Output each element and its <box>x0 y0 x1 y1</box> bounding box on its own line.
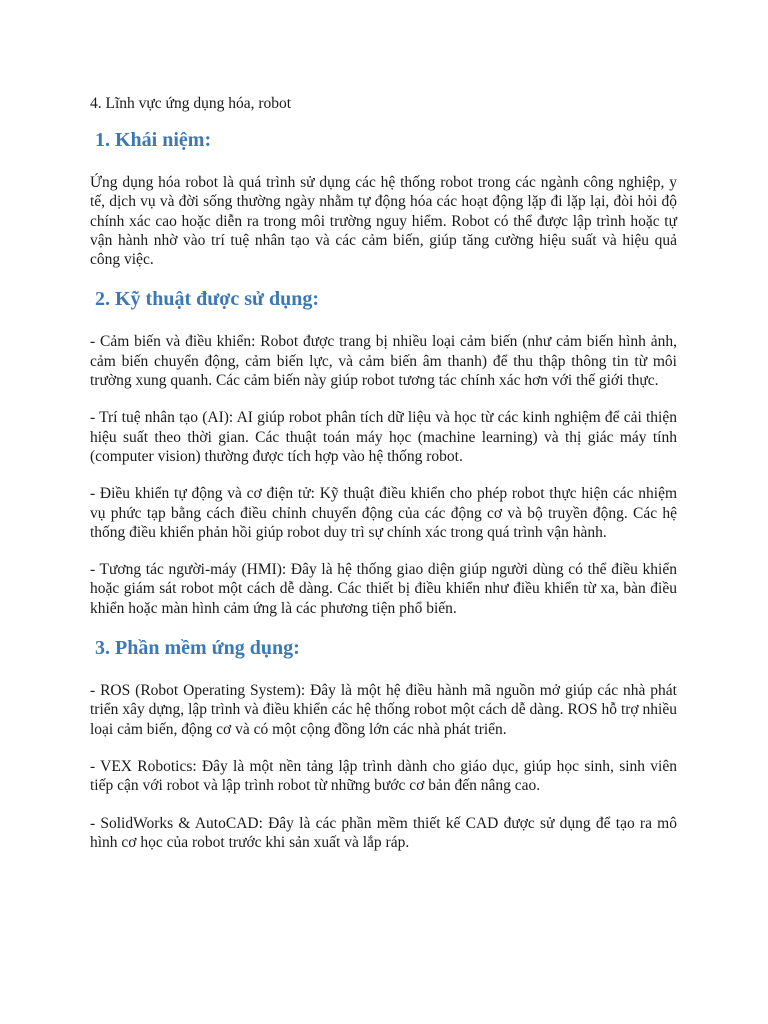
section-heading-techniques: 2. Kỹ thuật được sử dụng: <box>95 288 320 311</box>
section-heading-software: 3. Phần mềm ứng dụng: <box>95 637 300 660</box>
technique-paragraph-hmi: - Tương tác người-máy (HMI): Đây là hệ thống giao diện giúp người dùng có thể điều khiển hoặc giám sát robot một cách dễ dàng. Các thiết bị điều khiển như điều khiển từ xa, bàn điều khiển hoặc màn hình cảm ứng là các phương tiện phổ biến. <box>90 561 677 617</box>
document-intro-line: 4. Lĩnh vực ứng dụng hóa, robot <box>90 95 292 112</box>
technique-paragraph-control: - Điều khiển tự động và cơ điện tử: Kỹ thuật điều khiển cho phép robot thực hiện các nhiệm vụ phức tạp bằng cách điều chỉnh chuyển động của các động cơ và bộ truyền động. Các hệ thống điều khiển phản hồi giúp robot duy trì sự chính xác trong quá trình vận hành. <box>90 485 677 541</box>
technique-paragraph-ai: - Trí tuệ nhân tạo (AI): AI giúp robot phân tích dữ liệu và học từ các kinh nghiệm để cải thiện hiệu suất theo thời gian. Các thuật toán máy học (machine learning) và thị giác máy tính (computer vision) thường được tích hợp vào hệ thống robot. <box>90 409 677 465</box>
software-paragraph-cad: - SolidWorks & AutoCAD: Đây là các phần mềm thiết kế CAD được sử dụng để tạo ra mô hình cơ học của robot trước khi sản xuất và lắp ráp. <box>90 814 677 851</box>
section-heading-concept: 1. Khái niệm: <box>95 129 212 151</box>
software-paragraph-vex: - VEX Robotics: Đây là một nền tảng lập trình dành cho giáo dục, giúp học sinh, sinh viên tiếp cận với robot và lập trình robot từ những bước cơ bản đến nâng cao. <box>90 757 677 795</box>
software-paragraph-ros: - ROS (Robot Operating System): Đây là một hệ điều hành mã nguồn mở giúp các nhà phát triển xây dựng, lập trình và điều khiển các hệ thống robot một cách dễ dàng. ROS hỗ trợ nhiều loại cảm biến, động cơ và có một cộng đồng lớn các nhà phát triển. <box>90 682 677 738</box>
technique-paragraph-sensors: - Cảm biến và điều khiển: Robot được trang bị nhiều loại cảm biến (như cảm biến hình ảnh, cảm biến chuyển động, cảm biến lực, và cảm biến âm thanh) để thu thập thông tin từ môi trường xung quanh. Các cảm biến này giúp robot tương tác chính xác hơn với thế giới thực. <box>90 333 677 390</box>
concept-paragraph: Ứng dụng hóa robot là quá trình sử dụng các hệ thống robot trong các ngành công nghiệp, y tế, dịch vụ và đời sống thường ngày nhằm tự động hóa các hoạt động lặp đi lặp lại, đòi hỏi độ chính xác cao hoặc diễn ra trong môi trường nguy hiểm. Robot có thể được lập trình hoặc tự vận hành nhờ vào trí tuệ nhân tạo và các cảm biến, giúp tăng cường hiệu suất và hiệu quả công việc. <box>90 174 677 269</box>
